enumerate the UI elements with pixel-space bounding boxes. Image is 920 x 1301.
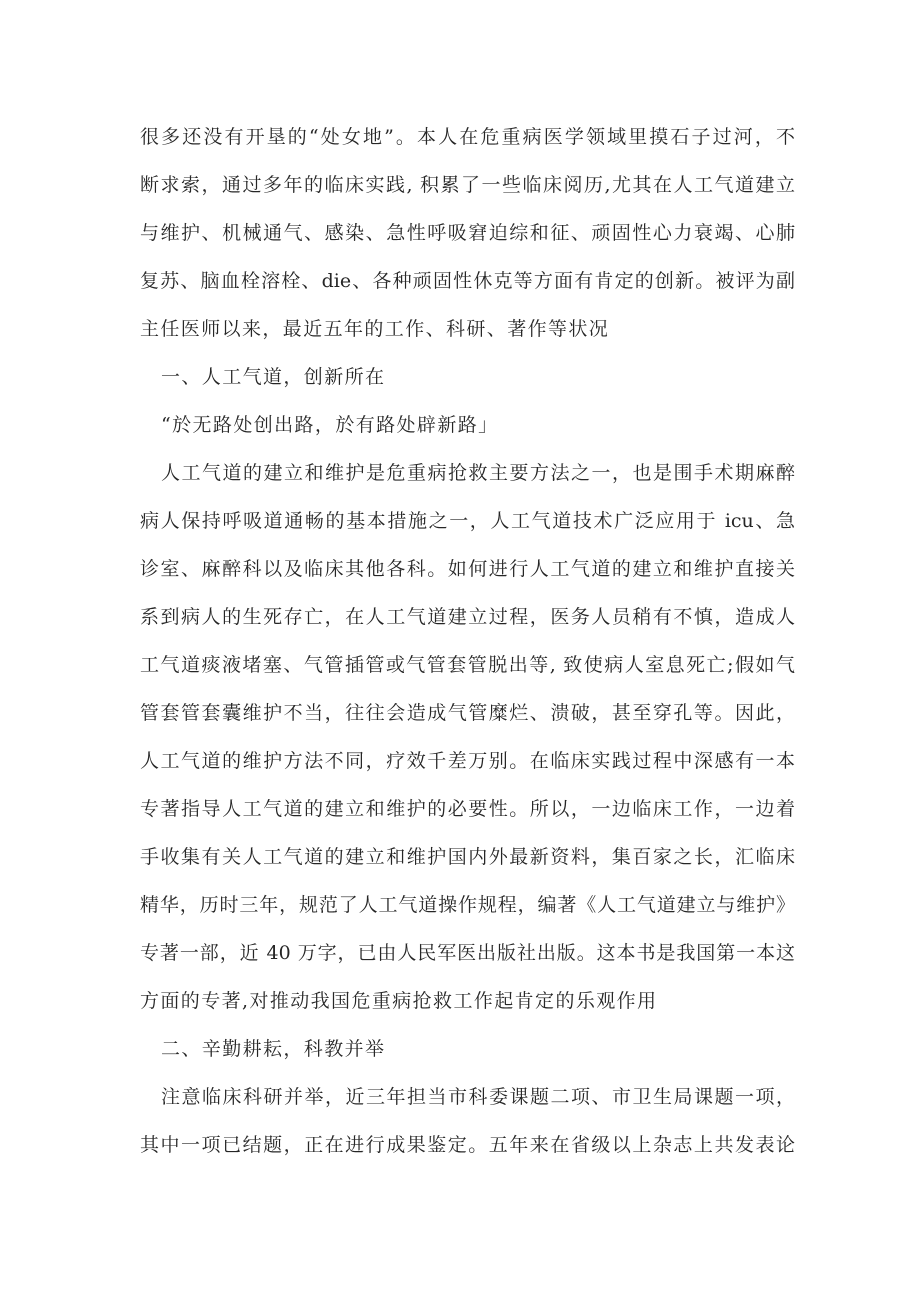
text-line: 复苏、脑血栓溶栓、die、各种顽固性休克等方面有肯定的创新。被评为副	[140, 270, 795, 292]
text-line: 主任医师以来，最近五年的工作、科研、著作等状况	[140, 318, 610, 340]
text-line: 人工气道的维护方法不同，疗效千差万别。在临床实践过程中深感有一本	[140, 750, 795, 772]
quote-line: “於无路处创出路，於有路处辟新路」	[161, 414, 499, 436]
text-line: 精华，历时三年，规范了人工气道操作规程，编著《人工气道建立与维护》	[140, 894, 795, 916]
text-line: 系到病人的生死存亡，在人工气道建立过程，医务人员稍有不慎，造成人	[140, 606, 795, 628]
text-line: 其中一项已结题，正在进行成果鉴定。五年来在省级以上杂志上共发表论	[140, 1134, 795, 1156]
text-line: 手收集有关人工气道的建立和维护国内外最新资料，集百家之长，汇临床	[140, 846, 795, 868]
text-line: 与维护、机械通气、感染、急性呼吸窘迫综和征、顽固性心力衰竭、心肺	[140, 222, 795, 244]
text-line: 人工气道的建立和维护是危重病抢救主要方法之一，也是围手术期麻醉	[161, 462, 795, 484]
text-line: 工气道痰液堵塞、气管插管或气管套管脱出等, 致使病人室息死亡;假如气	[140, 654, 795, 676]
text-line: 断求索，通过多年的临床实践, 积累了一些临床阅历,尤其在人工气道建立	[140, 174, 795, 196]
text-line: 注意临床科研并举，近三年担当市科委课题二项、市卫生局课题一项，	[161, 1086, 795, 1108]
text-line: 专著一部，近 40 万字，已由人民军医出版社出版。这本书是我国第一本这	[140, 942, 795, 964]
section-heading-2: 二、辛勤耕耘，科教并举	[161, 1038, 386, 1060]
document-text-block	[140, 113, 795, 1169]
text-line: 病人保持呼吸道通畅的基本措施之一，人工气道技术广泛应用于 icu、急	[140, 510, 795, 532]
text-line: 方面的专著,对推动我国危重病抢救工作起肯定的乐观作用	[140, 990, 658, 1012]
text-line: 很多还没有开垦的“处女地”。本人在危重病医学领域里摸石子过河，不	[140, 126, 795, 148]
text-line: 管套管套囊维护不当，往往会造成气管糜烂、溃破，甚至穿孔等。因此，	[140, 702, 795, 724]
text-line: 专著指导人工气道的建立和维护的必要性。所以，一边临床工作，一边着	[140, 798, 795, 820]
section-heading-1: 一、人工气道，创新所在	[161, 366, 386, 388]
text-line: 诊室、麻醉科以及临床其他各科。如何进行人工气道的建立和维护直接关	[140, 558, 795, 580]
